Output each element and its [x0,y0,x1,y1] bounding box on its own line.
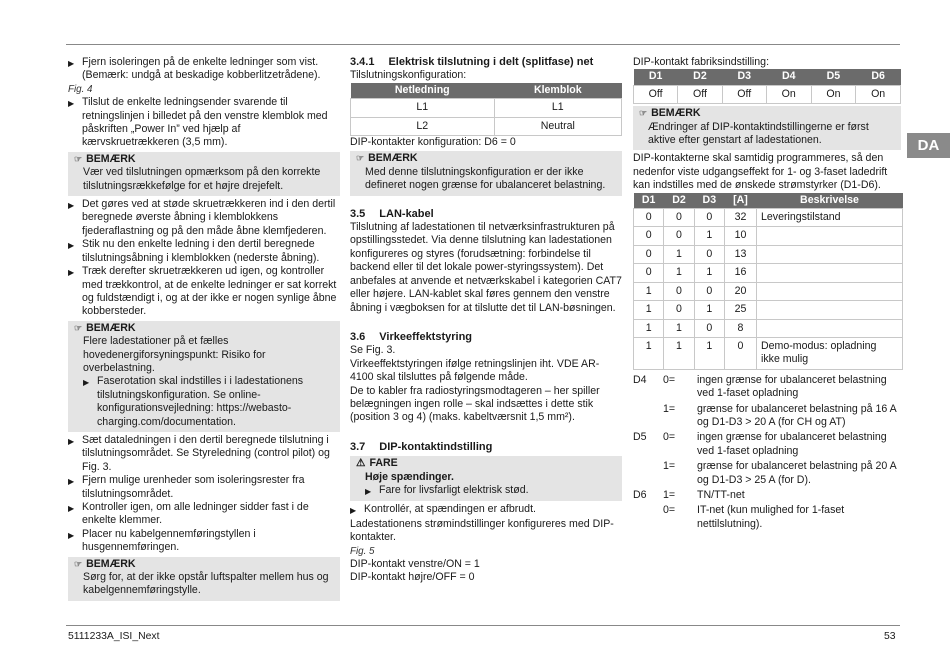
table-cell [757,227,903,245]
table-cell: Off [634,85,678,103]
pointing-hand-icon: ☞ [74,153,83,164]
table-header: D6 [856,69,901,85]
table-header: [A] [724,193,756,209]
table-row [634,282,903,300]
list-item-text: Det gøres ved at støde skruetrækkeren ind i den dertil beregnede øverste åbning i klemblokkens fjederaflastning og på den måde åbne klemfjederen. [82,198,336,237]
table-header: D2 [664,193,694,209]
table-cell: 0 [634,227,664,245]
table-cell [757,301,903,319]
bullet-arrow-icon: ▶ [68,268,75,278]
table-cell: 0 [664,209,694,227]
def-text: ingen grænse for ubalanceret belastning ved 1-faset opladning [697,431,887,457]
footer-rule [66,625,900,626]
list-item-text: Sæt dataledningen i den dertil beregnede tilslutning i tilslutningsområdet. Se Styreledning (control pilot) og Fig. 3. [82,433,330,473]
table-cell: 8 [724,319,756,337]
table-cell: 20 [724,282,756,300]
paragraph: Se Fig. 3. [350,344,396,357]
section-title: Elektrisk tilslutning i delt (splitfase) net [388,56,594,68]
table-header: D2 [678,69,722,85]
pointing-hand-icon: ☞ [356,153,365,164]
table-cell: 1 [634,319,664,337]
table-header: Klemblok [494,83,621,99]
list-item-text: Stik nu den enkelte ledning i den dertil beregnede tilslutningsåbning i klemblokken (nederste åbning). [82,238,320,264]
bullet-arrow-icon: ▶ [68,530,75,540]
table-cell: On [856,85,901,103]
bullet-arrow-icon: ▶ [68,99,75,109]
bullet-arrow-icon: ▶ [83,378,90,388]
note-text: Sørg for, at der ikke opstår luftspalter mellem hus og kabelgennemføringstylle. [83,571,329,597]
bullet-arrow-icon: ▶ [68,477,75,487]
table-header: D5 [811,69,856,85]
current-settings-table [633,193,903,370]
pointing-hand-icon: ☞ [74,322,83,333]
table-cell: 1 [634,282,664,300]
table-cell: 1 [634,337,664,369]
bullet-arrow-icon: ▶ [68,436,75,446]
def-text: TN/TT-net [697,488,745,501]
column-1 [68,56,340,603]
table-row [634,264,903,282]
list-item [68,238,340,265]
table-header: D1 [634,193,664,209]
paragraph: DIP-kontakt højre/OFF = 0 [350,571,475,584]
table-cell: 16 [724,264,756,282]
list-item [68,265,340,319]
table-cell: 1 [664,337,694,369]
paragraph: Ladestationens strømindstillinger konfigureres med DIP-kontakter. [350,517,614,544]
table-cell: 0 [634,209,664,227]
list-item-text: Fjern isoleringen på de enkelte ledninger som vist. (Bemærk: undgå at beskadige kobberlitzetrådene). [82,56,321,82]
section-number: 3.4.1 [350,56,375,68]
note-sub-item [74,375,334,429]
table-header: D4 [766,69,811,85]
note-box [68,152,340,196]
dip-config-text: DIP-kontakter konfiguration: D6 = 0 [350,136,516,149]
table-cell: 13 [724,245,756,263]
table-cell: L1 [494,99,621,117]
list-item-text: Kontrollér, at spændingen er afbrudt. [364,503,536,516]
table-row [351,99,622,117]
table-cell: Off [678,85,722,103]
section-number: 3.7 [350,440,366,453]
section-title: DIP-kontaktindstilling [379,440,493,453]
note-box [350,151,622,195]
table-cell: L2 [351,117,495,135]
def-value: 0= [663,431,676,444]
warning-triangle-icon: ⚠ [356,457,366,470]
section-heading [350,441,622,454]
table-cell [757,282,903,300]
note-text: Vær ved tilslutningen opmærksom på den korrekte tilslutningsrækkefølge for et højre drejefelt. [83,166,321,192]
table-cell [757,264,903,282]
def-value: 1= [663,402,676,415]
note-text: Flere ladestationer på et fælles hovedenergiforsyningspunkt: Risiko for overbelastning. [83,335,266,374]
table-cell: 0 [694,209,724,227]
figure-label: Fig. 5 [350,545,375,557]
list-item [68,56,340,83]
pointing-hand-icon: ☞ [639,108,648,119]
def-key [633,504,663,531]
list-item [68,96,340,150]
paragraph: De to kabler fra radiostyringsmodtageren – her spiller belægningen ingen rolle – skal indsættes i dette stik (position 3 og 4) (maks. kabeltværsnit 1,5 mm²). [350,384,600,424]
connection-config-table [350,83,622,136]
list-item [68,528,340,555]
table-row [351,117,622,135]
table-cell: 1 [664,245,694,263]
table-cell: 1 [694,301,724,319]
list-item-text: Kontroller igen, om alle ledninger sidder fast i de enkelte klemmer. [82,501,309,527]
list-item-text: Træk derefter skruetrækkeren ud igen, og kontroller med trækkontrol, at de enkelte ledninger er sat korrekt og fuldstændigt i, og at der ikke er nogen synlige åbne kobbersteder. [82,265,337,318]
paragraph: DIP-kontakt venstre/ON = 1 [350,558,480,570]
section-heading [350,56,622,69]
table-cell: Neutral [494,117,621,135]
def-text: ingen grænse for ubalanceret belastning ved 1-faset opladning [697,373,887,400]
def-text: grænse for ubalanceret belastning på 16 A og D1-D3 > 20 A (for CH og AT) [697,402,897,428]
def-key: D4 [633,373,647,386]
def-value: 0= [663,504,676,517]
def-key [633,403,663,430]
def-text: grænse for ubalanceret belastning på 20 A og D1-D3 > 25 A (for D). [697,460,897,486]
table-cell: 1 [694,264,724,282]
danger-subtitle: Høje spændinger. [365,470,454,483]
danger-box [350,456,622,501]
paragraph: DIP-kontakterne skal samtidig programmeres, så den nedenfor viste udgangseffekt for 1- og 3-faset ladedrift kan indstilles med de ønskede strømstyrker (D1-D6). [633,152,888,192]
table-header: Netledning [351,83,495,99]
table-cell: 25 [724,301,756,319]
table-row [634,301,903,319]
section-title: Virkeeffektstyring [379,330,473,343]
bullet-arrow-icon: ▶ [68,504,75,513]
section-number: 3.6 [350,330,366,343]
config-label: Tilslutningskonfiguration: [350,69,467,82]
table-row [634,227,903,245]
column-2 [350,56,622,585]
def-key [633,460,663,487]
list-item [68,434,340,474]
danger-title: FARE [369,457,398,470]
bullet-arrow-icon: ▶ [68,59,75,68]
def-text: IT-net (kun mulighed for 1-faset nettilslutning). [697,504,845,530]
table-cell: 0 [634,245,664,263]
figure-label: Fig. 4 [68,83,93,95]
note-title: BEMÆRK [368,152,418,165]
note-text: Med denne tilslutningskonfiguration er der ikke defineret nogen grænse for ubalanceret belastning. [365,165,606,192]
table-cell: 0 [694,245,724,263]
danger-item-text: Fare for livsfarligt elektrisk stød. [379,483,529,496]
factory-settings-table [633,69,901,104]
table-cell: Off [722,85,766,103]
table-row [634,209,903,227]
bullet-arrow-icon: ▶ [365,486,372,496]
table-cell: 32 [724,209,756,227]
table-header: D1 [634,69,678,85]
table-cell: Demo-modus: opladning ikke mulig [757,337,903,369]
table-cell: Leveringstilstand [757,209,903,227]
table-row [634,245,903,263]
bullet-arrow-icon: ▶ [68,201,75,211]
table-cell [757,245,903,263]
table-cell [757,319,903,337]
factory-label: DIP-kontakt fabriksindstilling: [633,56,770,68]
def-key: D5 [633,431,647,444]
section-title: LAN-kabel [379,207,434,220]
list-item [68,198,340,238]
column-3 [633,56,901,531]
page-number: 53 [884,631,896,642]
def-key: D6 [633,488,647,501]
table-cell: 0 [664,282,694,300]
def-value: 0= [663,373,676,386]
table-cell: 1 [694,227,724,245]
bullet-arrow-icon: ▶ [68,241,75,251]
table-cell: 0 [634,264,664,282]
table-row [634,337,903,369]
language-tab: DA [907,133,950,158]
header-rule [66,44,900,45]
table-row [634,85,901,103]
note-box [633,106,901,150]
list-item-text: Fjern mulige urenheder som isoleringsrester fra tilslutningsområdet. [82,474,305,500]
table-header: D3 [722,69,766,85]
list-item [350,503,622,517]
def-value: 1= [663,488,676,501]
note-title: BEMÆRK [86,152,136,165]
section-heading [350,331,622,344]
table-cell: 10 [724,227,756,245]
note-box [68,557,340,601]
pointing-hand-icon: ☞ [74,558,83,569]
table-cell: 1 [664,264,694,282]
paragraph: Tilslutning af ladestationen til netværksinfrastrukturen på opstillingsstedet. Via denne tilslutning kan ladestationen konfigureres og styres (forudsætning: forbindelse til backend eller til det lokale power-styringssystem). Det anbefales at anvende et netværkskabel i kategorien CAT7 eller højere. LAN-kablet skal føres gennem den venstre åbning i vægboksen for at tilslutte det til LAN-bøsningen. [350,221,622,314]
list-item [68,501,340,528]
dip-definitions [633,374,901,531]
danger-item [356,484,616,498]
bullet-arrow-icon: ▶ [350,506,357,516]
table-cell: On [811,85,856,103]
document-id: 5111233A_ISI_Next [68,631,160,642]
table-row [634,319,903,337]
list-item-text: Tilslut de enkelte ledningsender svarende til retningslinjen i billedet på den venstre klemblok med påskriften „Power In” ved hjælp af kærvskruetrækkeren (3,5 mm). [82,96,328,149]
section-heading [350,208,622,221]
table-cell: 1 [634,301,664,319]
section-number: 3.5 [350,207,366,220]
table-cell: 0 [694,282,724,300]
table-cell: On [766,85,811,103]
table-cell: 0 [664,227,694,245]
table-header: Beskrivelse [757,193,903,209]
table-cell: L1 [351,99,495,117]
table-cell: 0 [694,319,724,337]
note-sub-text: Faserotation skal indstilles i i ladestationens tilslutningskonfiguration. Se online-konfigurationsvejledning: https://webasto-charging.com/documentation. [97,375,304,428]
table-cell: 1 [664,319,694,337]
note-box [68,321,340,432]
table-cell: 0 [724,337,756,369]
list-item-text: Placer nu kabelgennemføringstyllen i husgennemføringen. [82,527,256,554]
note-title: BEMÆRK [86,321,136,334]
def-value: 1= [663,460,676,473]
table-header: D3 [694,193,724,209]
paragraph: Virkeeffektstyringen ifølge retningslinjen iht. VDE AR-4100 skal tilsluttes på følgende måde. [350,357,600,384]
table-cell: 0 [664,301,694,319]
note-text: Ændringer af DIP-kontaktindstillingerne er først aktive efter genstart af ladestationen. [648,120,869,147]
note-title: BEMÆRK [651,107,701,120]
list-item [68,474,340,501]
note-title: BEMÆRK [86,557,136,570]
table-cell: 1 [694,337,724,369]
